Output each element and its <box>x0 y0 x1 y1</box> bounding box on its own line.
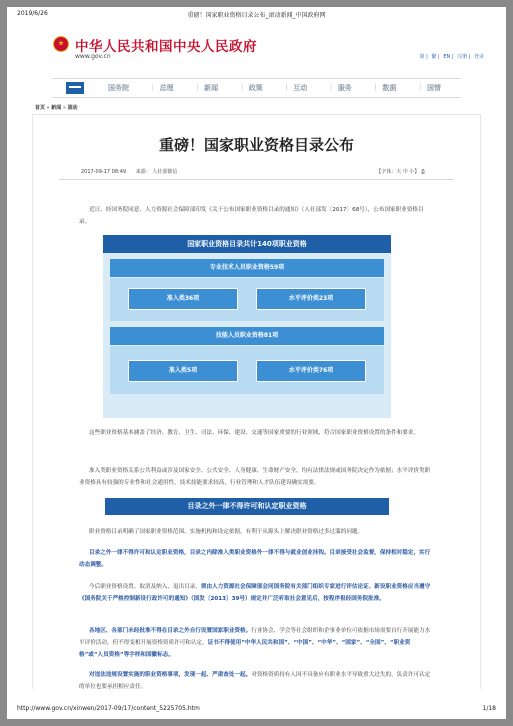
infographic-section-skill: 技能人员职业资格81项 <box>110 327 384 345</box>
site-header <box>27 33 486 73</box>
paragraph-3: 准入类职业资格关系公共利益或涉及国家安全、公共安全、人身健康、生命财产安全，均有法律法规或国务院决定作为依据；水平评价类职业资格具有较强的专业性和社会通用性，技术技能要求较高，行业管理和人才队伍建设确实需要。 <box>79 468 431 486</box>
printed-page <box>7 7 506 719</box>
paragraph-2: 这些职业资格基本涵盖了经济、教育、卫生、司法、环保、建设、交通等国家重要的行业领域，符合国家职业资格设置的条件和要求。 <box>89 430 420 436</box>
print-footer <box>17 705 496 715</box>
link-traditional[interactable]: 繁 <box>431 54 437 60</box>
infographic-box-skill-level: 水平评价类76项 <box>256 360 366 382</box>
breadcrumb: 首页 » 新闻 » 滚动 <box>35 105 78 111</box>
infographic-box-professional-level: 水平评价类23项 <box>256 288 366 310</box>
top-links: 简 | 繁 | EN | 注册 | 登录 <box>419 54 484 60</box>
breadcrumb-current[interactable]: 滚动 <box>67 105 78 111</box>
nav-item-interaction[interactable]: | 互动 <box>285 83 308 92</box>
article-time: 2017-09-17 08:49 <box>81 169 127 175</box>
link-register[interactable]: 注册 <box>457 54 468 60</box>
nav-item-state-council[interactable]: 国务院 <box>108 84 129 92</box>
article-meta <box>81 168 185 175</box>
link-simplified[interactable]: 简 <box>419 54 425 60</box>
infographic-box-skill-access: 准入类5项 <box>128 360 238 382</box>
national-emblem-icon[interactable] <box>53 36 69 52</box>
paragraph-5: 目录之外一律不得许可和认定职业资格，目录之内除准入类职业资格外一律不得与就业创业挂钩。目录接受社会监督，保持相对稳定，实行动态调整。 <box>79 550 431 568</box>
print-title: 重磅！国家职业资格目录公布_滚动新闻_中国政府网 <box>187 12 326 19</box>
print-date: 2019/6/26 <box>17 10 48 17</box>
print-header <box>17 10 496 20</box>
paragraph-4: 职业资格目录明确了国家职业资格范围、实施机构和设定依据，有利于从源头上解决职业资格过多过滥的问题。 <box>89 529 364 535</box>
article-source: 来源： 人社部微信 <box>135 169 178 175</box>
print-page-number: 1/18 <box>482 705 496 712</box>
paragraph-1: 近日，经国务院同意，人力资源社会保障部印发《关于公布国家职业资格目录的通知》（人社部发〔2017〕68号），公布国家职业资格目录。 <box>79 207 424 225</box>
section-banner: 目录之外一律不得许可和认定职业资格 <box>105 498 389 515</box>
nav-item-premier[interactable]: | 总理 <box>151 83 174 92</box>
infographic <box>103 235 391 418</box>
infographic-section-professional: 专业技术人员职业资格59项 <box>110 259 384 277</box>
main-nav <box>52 78 461 98</box>
paragraph-7: 各地区、各部门未经批准不得在目录之外自行设置国家职业资格。行业协会、学会等社会组织和企事业单位可依据市场需要自行开展能力水平评价活动，但不得变相开展资格资质许可和认定，证书不得使用“中华人民共和国”、“中国”、“中华”、“国家”、“全国”、“职业资格”或“人员资格”等字样和国徽标志。 <box>79 628 431 658</box>
nav-item-news[interactable]: | 新闻 <box>196 83 219 92</box>
site-name[interactable]: 中华人民共和国中央人民政府 <box>75 39 257 55</box>
font-size-control[interactable]: 【字体：大 中 小】 ⎙ <box>376 169 425 175</box>
nav-item-service[interactable]: | 服务 <box>329 83 352 92</box>
infographic-box-professional-access: 准入类36项 <box>128 288 238 310</box>
infographic-area-professional <box>110 278 384 321</box>
breadcrumb-news[interactable]: 新闻 <box>51 105 62 111</box>
infographic-area-skill <box>110 346 384 394</box>
paragraph-8: 对违法违规设置实施的职业资格事项，发现一起、严肃查处一起。对资格资质持有人因不具备应有职业水平导致重大过失的，负责许可认定的单位也要承担相应责任。 <box>79 672 431 690</box>
link-login[interactable]: 登录 <box>473 54 484 60</box>
gov-logo-icon[interactable] <box>66 82 84 94</box>
nav-item-data[interactable]: | 数据 <box>374 83 397 92</box>
site-url[interactable]: www.gov.cn <box>75 53 111 60</box>
article-container <box>32 114 481 689</box>
meta-divider <box>59 179 454 180</box>
breadcrumb-home[interactable]: 首页 <box>35 105 46 111</box>
infographic-title: 国家职业资格目录共计140项职业资格 <box>103 235 391 253</box>
printer-icon[interactable]: ⎙ <box>420 169 425 175</box>
article-title: 重磅！国家职业资格目录公布 <box>158 136 354 154</box>
nav-item-policy[interactable]: | 政策 <box>240 83 263 92</box>
link-english[interactable]: EN <box>443 54 451 60</box>
paragraph-6: 今后职业资格设置、取消及纳入、退出目录，须由人力资源社会保障部会同国务院有关部门组织专家进行评估论证、新设职业资格应当遵守《国务院关于严格控制新设行政许可的通知》（国发〔2013〕39号）规定并广泛听取社会意见后，按程序报经国务院批准。 <box>79 584 431 602</box>
print-url: http://www.gov.cn/xinwen/2017-09/17/content_5225705.htm <box>17 705 200 712</box>
nav-item-national-info[interactable]: | 国情 <box>418 83 441 92</box>
